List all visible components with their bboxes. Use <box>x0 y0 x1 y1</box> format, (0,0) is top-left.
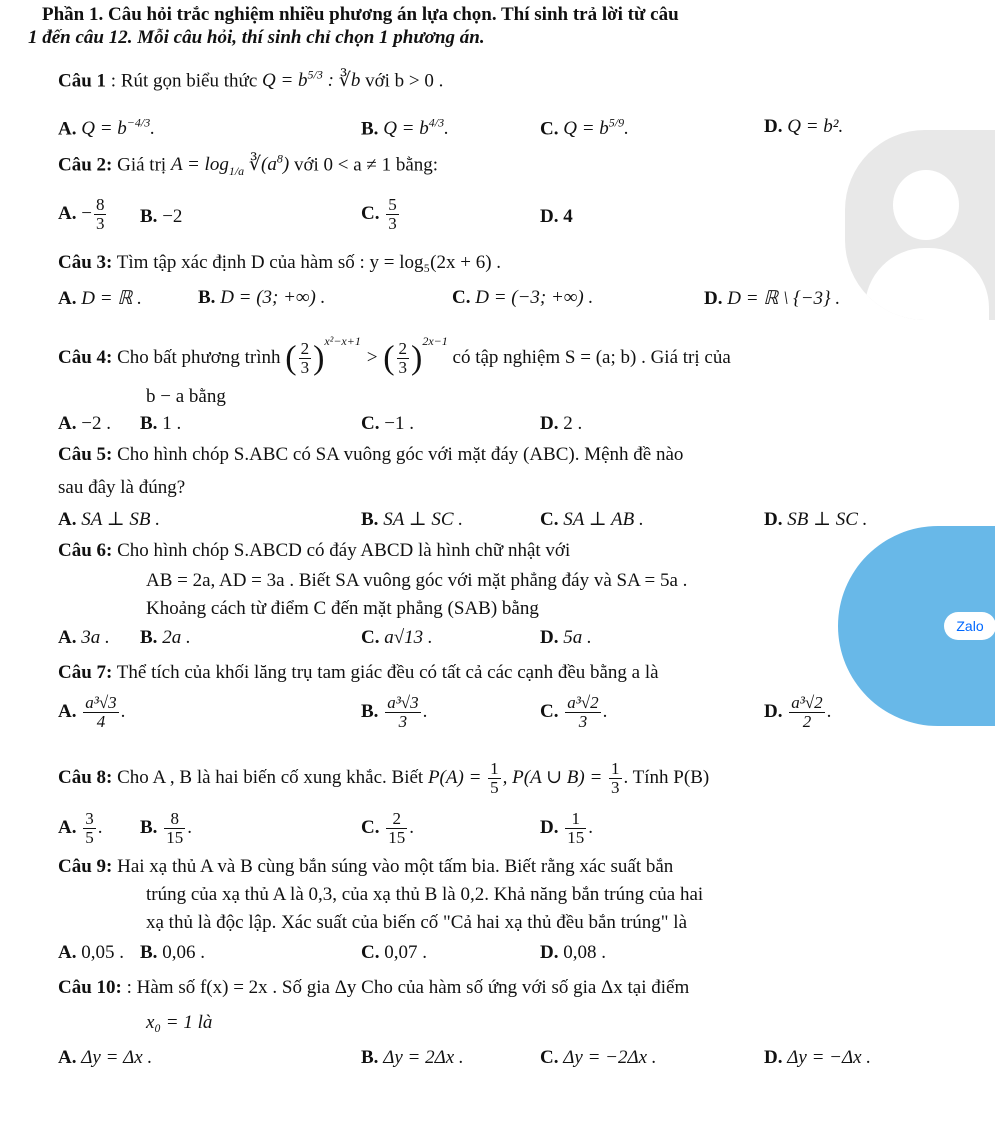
question-1-option-a[interactable]: A. $Q = b^{-4/3}$. <box>58 116 155 140</box>
question-4-line2: b − a bằng <box>146 386 226 407</box>
question-9-option-b[interactable]: B. 0,06 . <box>140 942 205 963</box>
question-7-option-b[interactable]: B. $\frac{\text{a³√3}}{3}$ . <box>361 693 428 731</box>
question-1 <box>58 68 443 92</box>
question-7-option-a[interactable]: A. $\frac{\text{a³√3}}{4}$ . <box>58 693 126 731</box>
question-2: Câu 2: Giá trị $A = \log_{1/a}$ $∛(a^8)$ với 0 < a ≠ 1 bằng: <box>58 152 439 179</box>
question-9-option-d[interactable]: D. 0,08 . <box>540 942 606 963</box>
question-1-label: Câu 1 <box>58 70 107 92</box>
question-9-line3: xạ thủ là độc lập. Xác suất của biến cố "Cả hai xạ thủ đều bắn trúng" là <box>146 912 687 933</box>
question-8-option-c[interactable]: C. $\frac{2}{15}$ . <box>361 809 414 847</box>
question-4-option-c[interactable]: C. −1 . <box>361 413 414 434</box>
question-3: Câu 3: Tìm tập xác định D của hàm số : y = log₅(2x + 6) . <box>58 252 502 273</box>
question-1-condition: với b > 0 . <box>365 70 444 92</box>
question-5-option-c[interactable]: C. SA ⊥ AB . <box>540 509 644 530</box>
user-avatar[interactable] <box>845 130 995 320</box>
question-4: Câu 4: Cho bất phương trình ( $\frac{2}{3}$ )$^{x^2-x+1}$ > ( $\frac{2}{3}$ )$^{2x-1}$ có tập nghiệm S = (a; b) . Giá trị của <box>58 334 731 378</box>
question-3-option-d[interactable]: D. D = ℝ \ {−3} . <box>704 288 841 309</box>
avatar-head-icon <box>893 170 959 240</box>
question-1-option-c[interactable]: C. $Q = b^{5/9}$. <box>540 116 629 140</box>
question-10-option-d[interactable]: D. Δy = −Δx . <box>764 1047 872 1068</box>
question-6-option-c[interactable]: C. a√13 . <box>361 627 433 648</box>
question-2-expression: $A = \log_{1/a}$ $∛(a^8)$ <box>170 152 294 179</box>
question-4-option-d[interactable]: D. 2 . <box>540 413 583 434</box>
question-1-option-b[interactable]: B. $Q = b^{4/3}$. <box>361 116 449 140</box>
question-9: Câu 9: Hai xạ thủ A và B cùng bắn súng vào một tấm bia. Biết rằng xác suất bắn <box>58 856 674 877</box>
question-4-option-b[interactable]: B. 1 . <box>140 413 182 434</box>
question-8: Câu 8: Cho A , B là hai biến cố xung khắc. Biết P(A) = $\frac{1}{5}$ , P(A ∪ B) = $\frac{1}{3}$ . Tính P(B) <box>58 759 710 797</box>
question-6-option-d[interactable]: D. 5a . <box>540 627 592 648</box>
question-6-option-b[interactable]: B. 2a . <box>140 627 191 648</box>
section-header-line1: Phần 1. Câu hỏi trắc nghiệm nhiều phương án lựa chọn. Thí sinh trả lời từ câu <box>42 4 679 25</box>
question-10-line2: x₀ = 1 là <box>146 1012 213 1033</box>
question-6: Câu 6: Cho hình chóp S.ABCD có đáy ABCD là hình chữ nhật với <box>58 540 571 561</box>
question-7: Câu 7: Thể tích của khối lăng trụ tam giác đều có tất cả các cạnh đều bằng a là <box>58 662 659 683</box>
question-7-option-c[interactable]: C. $\frac{\text{a³√2}}{3}$ . <box>540 693 608 731</box>
question-3-option-a[interactable]: A. D = ℝ . <box>58 288 142 309</box>
question-1-text: : Rút gọn biểu thức <box>110 70 258 92</box>
question-2-option-c[interactable]: C. $\frac{5}{3}$ <box>361 195 397 233</box>
question-2-label: Câu 2: <box>58 154 113 176</box>
question-7-option-d[interactable]: D. $\frac{\text{a³√2}}{2}$ . <box>764 693 832 731</box>
question-6-line3: Khoảng cách từ điểm C đến mặt phẳng (SAB) bằng <box>146 598 539 619</box>
question-5: Câu 5: Cho hình chóp S.ABC có SA vuông góc với mặt đáy (ABC). Mệnh đề nào <box>58 444 684 465</box>
section-header-line2: 1 đến câu 12. Mỗi câu hỏi, thí sinh chỉ chọn 1 phương án. <box>28 27 485 48</box>
question-10-option-c[interactable]: C. Δy = −2Δx . <box>540 1047 657 1068</box>
avatar-body-icon <box>865 248 989 320</box>
question-4-option-a[interactable]: A. −2 . <box>58 413 111 434</box>
question-2-option-b[interactable]: B. −2 <box>140 206 183 227</box>
question-2-option-a[interactable]: A. − $\frac{8}{3}$ <box>58 195 105 233</box>
question-9-option-c[interactable]: C. 0,07 . <box>361 942 427 963</box>
question-5-option-b[interactable]: B. SA ⊥ SC . <box>361 509 463 530</box>
question-3-option-b[interactable]: B. D = (3; +∞) . <box>198 287 326 308</box>
question-2-option-d[interactable]: D. 4 <box>540 206 573 227</box>
question-10-option-a[interactable]: A. Δy = Δx . <box>58 1047 153 1068</box>
question-10: Câu 10: : Hàm số f(x) = 2x . Số gia Δy Cho của hàm số ứng với số gia Δx tại điểm <box>58 977 690 998</box>
question-10-option-b[interactable]: B. Δy = 2Δx . <box>361 1047 464 1068</box>
question-6-option-a[interactable]: A. 3a . <box>58 627 110 648</box>
question-5-line2: sau đây là đúng? <box>58 477 186 498</box>
question-8-option-a[interactable]: A. $\frac{3}{5}$ . <box>58 809 103 847</box>
zalo-button[interactable]: Zalo <box>944 612 995 640</box>
question-1-expression: $Q = b^{5/3}$ : ∛b <box>262 68 366 92</box>
question-5-option-d[interactable]: D. SB ⊥ SC . <box>764 509 868 530</box>
question-5-option-a[interactable]: A. SA ⊥ SB . <box>58 509 160 530</box>
question-9-option-a[interactable]: A. 0,05 . <box>58 942 124 963</box>
question-3-option-c[interactable]: C. D = (−3; +∞) . <box>452 287 594 308</box>
question-1-option-d[interactable]: D. Q = b². <box>764 116 844 137</box>
question-9-line2: trúng của xạ thủ A là 0,3, của xạ thủ B là 0,2. Khả năng bắn trúng của hai <box>146 884 704 905</box>
question-8-option-d[interactable]: D. $\frac{1}{15}$ . <box>540 809 593 847</box>
question-8-option-b[interactable]: B. $\frac{8}{15}$ . <box>140 809 192 847</box>
question-6-line2: AB = 2a, AD = 3a . Biết SA vuông góc với mặt phẳng đáy và SA = 5a . <box>146 570 688 591</box>
